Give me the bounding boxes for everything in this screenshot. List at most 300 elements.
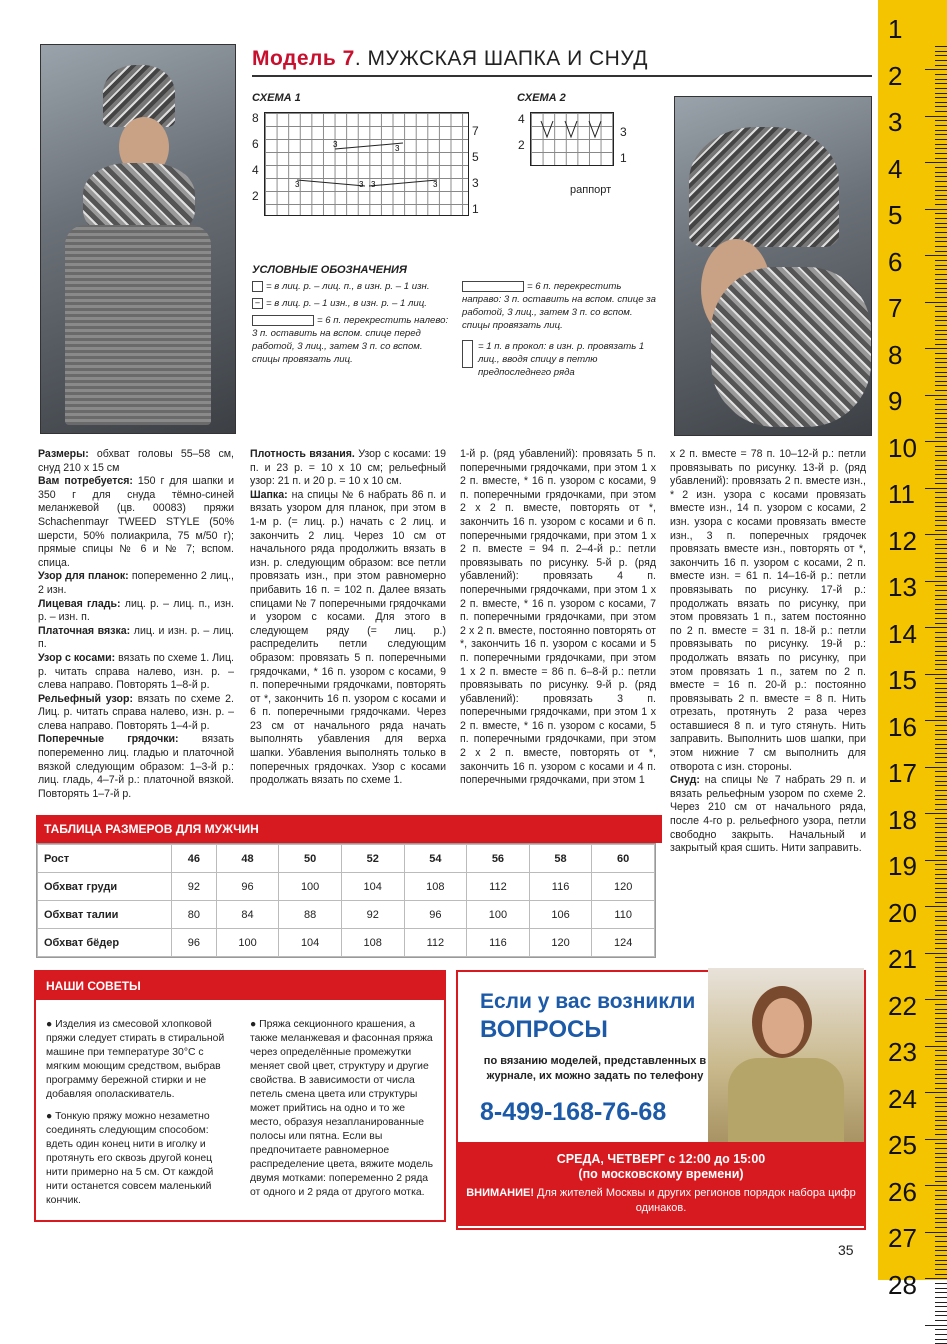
ruler-tick bbox=[935, 930, 947, 931]
contact-timezone: (по московскому времени) bbox=[578, 1167, 744, 1181]
ruler-number: 15 bbox=[888, 665, 917, 695]
ruler-number: 1 bbox=[888, 14, 903, 44]
ruler-tick bbox=[935, 1023, 947, 1024]
ruler-tick bbox=[935, 790, 947, 791]
ruler-tick bbox=[935, 1032, 947, 1033]
ruler-tick bbox=[935, 576, 947, 577]
ruler-tick bbox=[935, 204, 947, 205]
ruler-tick bbox=[935, 855, 947, 856]
ruler-tick bbox=[925, 162, 947, 163]
ruler-tick bbox=[935, 223, 947, 224]
ruler-tick bbox=[935, 97, 947, 98]
ruler-tick bbox=[925, 116, 947, 117]
ruler-tick bbox=[935, 609, 947, 610]
ruler-number: 2 bbox=[888, 60, 903, 91]
ruler-tick bbox=[935, 186, 947, 187]
ruler-number: 7 bbox=[888, 293, 903, 323]
ruler-tick bbox=[935, 776, 947, 777]
ruler-tick bbox=[935, 274, 947, 275]
table-row: Обхват груди 92 96 100 104 108 112 116 120 bbox=[38, 873, 655, 901]
ruler-tick bbox=[935, 562, 947, 563]
ruler-tick bbox=[935, 823, 947, 824]
ruler-tick bbox=[935, 1064, 947, 1065]
ruler-tick bbox=[935, 376, 947, 377]
legend-item: = в лиц. р. – 1 изн., в изн. р. – 1 лиц. bbox=[266, 298, 427, 309]
ruler-tick bbox=[935, 306, 947, 307]
ruler-tick bbox=[925, 674, 947, 675]
tips-title: НАШИ СОВЕТЫ bbox=[36, 972, 444, 1000]
ruler-tick bbox=[935, 1036, 947, 1037]
ruler-tick bbox=[935, 297, 947, 298]
ruler-tick bbox=[935, 427, 947, 428]
size-table-header: Рост 46 48 50 52 54 56 58 60 bbox=[38, 845, 655, 873]
ruler-tick bbox=[925, 999, 947, 1000]
ruler-tick bbox=[935, 1050, 947, 1051]
ruler-tick bbox=[925, 720, 947, 721]
ruler-tick bbox=[935, 1167, 947, 1168]
ruler-tick bbox=[935, 325, 947, 326]
ruler-tick bbox=[935, 158, 947, 159]
ruler-tick bbox=[935, 167, 947, 168]
ruler-tick bbox=[935, 753, 947, 754]
ruler-tick bbox=[935, 632, 947, 633]
ruler-tick bbox=[935, 1250, 947, 1251]
ruler-tick bbox=[935, 125, 947, 126]
tips-col-2: ● Пряжа секционного крашения, а также меланжевая и фасонная пряжа через определённые промежутки меняет свой цвет, структуру и другие свойства. В зависимости от числа петель смена цвета или структуры может прийтись на одно и то же место, образуя незапланированные полосы или пятна. Если вы предпочитаете равномерное распределение цвета, вяжите модель двумя мотками: попеременно 2 ряда от одного и 2 ряда от другого мотка. bbox=[250, 1019, 433, 1198]
ruler-number: 24 bbox=[888, 1083, 917, 1114]
ruler-tick bbox=[935, 1315, 947, 1316]
ruler-tick bbox=[935, 646, 947, 647]
ruler-tick bbox=[935, 446, 947, 447]
ruler-tick bbox=[935, 943, 947, 944]
ruler-tick bbox=[935, 1297, 947, 1298]
ruler-tick bbox=[935, 1088, 947, 1089]
ruler-tick bbox=[935, 334, 947, 335]
page-title bbox=[252, 47, 872, 77]
phone-number: 8-499-168-76-68 bbox=[480, 1098, 667, 1126]
scheme1-crosses bbox=[265, 113, 468, 215]
ruler-tick bbox=[935, 330, 947, 331]
ruler-tick bbox=[935, 483, 947, 484]
ruler-tick bbox=[935, 892, 947, 893]
contact-notice: ВНИМАНИЕ! Для жителей Москвы и других регионов порядок набора цифр одинаков. bbox=[466, 1187, 856, 1214]
ruler-tick bbox=[935, 279, 947, 280]
ruler-tick bbox=[935, 1218, 947, 1219]
ruler-tick bbox=[935, 1013, 947, 1014]
ruler-tick bbox=[935, 1339, 947, 1340]
ruler-tick bbox=[935, 613, 947, 614]
ruler-tick bbox=[925, 627, 947, 628]
svg-text:3: 3 bbox=[433, 180, 438, 189]
ruler-tick bbox=[935, 711, 947, 712]
ruler-tick bbox=[935, 423, 947, 424]
ruler-tick bbox=[935, 1055, 947, 1056]
ruler-tick bbox=[935, 1111, 947, 1112]
table-row: Обхват бёдер 96 100 104 108 112 116 120 124 bbox=[38, 929, 655, 957]
ruler-tick bbox=[935, 413, 947, 414]
ruler-tick bbox=[935, 237, 947, 238]
ruler-tick bbox=[935, 739, 947, 740]
ruler-tick bbox=[935, 920, 947, 921]
ruler-number: 5 bbox=[888, 200, 903, 230]
ruler-tick bbox=[925, 441, 947, 442]
ruler-tick bbox=[935, 530, 947, 531]
ruler-number: 11 bbox=[888, 479, 915, 509]
ruler-tick bbox=[935, 292, 947, 293]
ruler-tick bbox=[935, 730, 947, 731]
scheme1-left-rows: 8 6 4 2 bbox=[252, 111, 259, 203]
table-row: Обхват талии 80 84 88 92 96 100 106 110 bbox=[38, 901, 655, 929]
ruler-tick bbox=[935, 734, 947, 735]
ruler-tick bbox=[935, 432, 947, 433]
ruler-tick bbox=[935, 651, 947, 652]
ruler-tick bbox=[935, 1236, 947, 1237]
ruler-tick bbox=[935, 251, 947, 252]
ruler-tick bbox=[935, 925, 947, 926]
ruler-tick bbox=[935, 358, 947, 359]
ruler-tick bbox=[935, 874, 947, 875]
ruler-tick bbox=[935, 1306, 947, 1307]
ruler-tick bbox=[935, 553, 947, 554]
consultant-photo bbox=[708, 968, 864, 1148]
ruler-tick bbox=[935, 390, 947, 391]
text-column-4: х 2 п. вместе = 78 п. 10–12-й р.: петли провязывать по рисунку. 13-й р. (ряд убавлений): провязать 2 п. вместе изн., * 2 изн. узора с косами провязать вместе изн., 14 п. узором с косами, 2 изн. узора с косами провязать вместе изн., 3 п. поперечных грядочек провязать вместе изн., повторять от *, закончить 16 п. узором с косами, 2 п. вместе изн. = 61 п. 14–16-й р.: петли провязывать по рисунку. 17-й р.: продолжать вязать по рисунку, при этом провязать 1 п., затем постоянно по 2 п. вместе = 31 п. 18-й р.: петли провязывать по рисунку. 19-й р.: продолжать вязать по рисунку, при этом провязать 1 п., затем по 2 п. вместе = 16 п. 20-й р.: постоянно провязывать 2 п. вместе = 8 п. Нить отрезать, протянуть 2 раза через оставшиеся 8 п. и туго стянуть. Нить заправить. Выполнить шов шапки, при этом нижние 7 см выполнить для отворота с изн. стороны. Снуд: на спицы № 7 набрать 29 п. и вязать рельефным узором по схеме 2. Через 210 см от начального ряда, после 4-го р. рельефного узора, петли свободно закрыть. Начальный и закрытый края сшить. Нити заправить. bbox=[670, 448, 866, 855]
ruler-tick bbox=[935, 1097, 947, 1098]
ruler-tick bbox=[935, 590, 947, 591]
legend-item: = в лиц. р. – лиц. п., в изн. р. – 1 изн. bbox=[266, 281, 430, 292]
ruler-tick bbox=[935, 339, 947, 340]
ruler-tick bbox=[935, 399, 947, 400]
scheme2-chart bbox=[530, 112, 614, 166]
ruler-tick bbox=[935, 111, 947, 112]
ruler-tick bbox=[935, 957, 947, 958]
ruler-tick bbox=[935, 130, 947, 131]
ruler-tick bbox=[935, 818, 947, 819]
legend-item: = 6 п. перекрестить направо: 3 п. оставить на вспом. спице за работой, 3 лиц., затем 3 п. со вспом. спицы провязать лиц. bbox=[462, 281, 656, 331]
ruler-tick bbox=[935, 506, 947, 507]
ruler-tick bbox=[935, 832, 947, 833]
ruler-tick bbox=[925, 953, 947, 954]
ruler-number: 9 bbox=[888, 386, 903, 416]
contact-hours-bar bbox=[458, 1142, 864, 1226]
ruler-tick bbox=[935, 702, 947, 703]
ruler-tick bbox=[935, 1009, 947, 1010]
contact-days: СРЕДА, ЧЕТВЕРГ с 12:00 до 15:00 bbox=[556, 1152, 766, 1166]
ruler-tick bbox=[935, 539, 947, 540]
ruler-tick bbox=[935, 744, 947, 745]
ruler-tick bbox=[935, 1041, 947, 1042]
ruler-tick bbox=[935, 981, 947, 982]
ruler-tick bbox=[935, 1106, 947, 1107]
ruler-tick bbox=[925, 1325, 947, 1326]
ruler-number: 17 bbox=[888, 758, 917, 788]
ruler-number: 25 bbox=[888, 1130, 917, 1160]
ruler-tick bbox=[935, 850, 947, 851]
ruler-tick bbox=[925, 69, 947, 70]
ruler-tick bbox=[935, 548, 947, 549]
ruler-tick bbox=[935, 599, 947, 600]
ruler-tick bbox=[935, 144, 947, 145]
ruler-tick bbox=[935, 939, 947, 940]
ruler-tick bbox=[935, 1199, 947, 1200]
ruler-tick bbox=[935, 864, 947, 865]
ruler-tick bbox=[935, 381, 947, 382]
rapport-label: раппорт bbox=[570, 184, 612, 196]
legend-left: = в лиц. р. – лиц. п., в изн. р. – 1 изн. – = в лиц. р. – 1 изн., в изн. р. – 1 лиц. = 6 п. перекрестить налево: 3 п. оставить на вспом. спице перед работой, 3 лиц., затем 3 п. со вспом. спицы провязать лиц. bbox=[252, 281, 449, 365]
contact-box bbox=[456, 970, 866, 1230]
ruler-tick bbox=[935, 246, 947, 247]
ruler-tick bbox=[935, 362, 947, 363]
ruler-tick bbox=[925, 395, 947, 396]
ruler-tick bbox=[935, 181, 947, 182]
ruler-tick bbox=[935, 934, 947, 935]
ruler-tick bbox=[935, 265, 947, 266]
ruler-tick bbox=[935, 1302, 947, 1303]
ruler-tick bbox=[935, 1134, 947, 1135]
ruler-number: 10 bbox=[888, 432, 917, 463]
ruler-tick bbox=[925, 906, 947, 907]
ruler-tick bbox=[935, 55, 947, 56]
ruler-tick bbox=[935, 585, 947, 586]
ruler-tick bbox=[935, 571, 947, 572]
ruler-tick bbox=[935, 455, 947, 456]
ruler-tick bbox=[935, 1246, 947, 1247]
size-table-title: ТАБЛИЦА РАЗМЕРОВ ДЛЯ МУЖЧИН bbox=[36, 815, 662, 843]
ruler-number: 20 bbox=[888, 897, 917, 928]
model-label: Модель 7 bbox=[252, 47, 355, 70]
page-number: 35 bbox=[838, 1242, 854, 1258]
ruler-tick bbox=[935, 195, 947, 196]
ruler-tick bbox=[935, 79, 947, 80]
ruler-tick bbox=[935, 748, 947, 749]
ruler-tick bbox=[935, 795, 947, 796]
legend-item: = 6 п. перекрестить налево: 3 п. оставить на вспом. спице перед работой, 3 лиц., затем 3 п. со вспом. спицы провязать лиц. bbox=[252, 315, 449, 365]
ruler-tick bbox=[935, 106, 947, 107]
measuring-tape bbox=[878, 0, 947, 1300]
ruler-tick bbox=[935, 465, 947, 466]
ruler-tick bbox=[935, 962, 947, 963]
ruler-tick bbox=[925, 1185, 947, 1186]
size-table bbox=[36, 843, 656, 958]
ruler-tick bbox=[935, 985, 947, 986]
ruler-tick bbox=[935, 320, 947, 321]
scheme2-label: СХЕМА 2 bbox=[517, 92, 566, 104]
ruler-tick bbox=[935, 1292, 947, 1293]
ruler-tick bbox=[935, 878, 947, 879]
ruler-number: 21 bbox=[888, 944, 917, 974]
ruler-tick bbox=[935, 311, 947, 312]
ruler-tick bbox=[935, 1274, 947, 1275]
ruler-number: 3 bbox=[888, 107, 903, 137]
ruler-tick bbox=[935, 1171, 947, 1172]
ruler-tick bbox=[935, 218, 947, 219]
svg-text:3: 3 bbox=[395, 144, 400, 153]
ruler-number: 16 bbox=[888, 711, 917, 742]
ruler-number: 12 bbox=[888, 525, 917, 556]
ruler-tick bbox=[935, 785, 947, 786]
ruler-tick bbox=[935, 678, 947, 679]
ruler-number: 28 bbox=[888, 1269, 917, 1300]
ruler-tick bbox=[935, 1264, 947, 1265]
ruler-tick bbox=[935, 1004, 947, 1005]
ruler-tick bbox=[935, 804, 947, 805]
ruler-tick bbox=[935, 1157, 947, 1158]
ruler-tick bbox=[935, 283, 947, 284]
ruler-tick bbox=[935, 418, 947, 419]
ruler-tick bbox=[925, 534, 947, 535]
legend-title: УСЛОВНЫЕ ОБОЗНАЧЕНИЯ bbox=[252, 264, 407, 276]
ruler-tick bbox=[935, 269, 947, 270]
ruler-tick bbox=[935, 478, 947, 479]
ruler-tick bbox=[935, 1078, 947, 1079]
ruler-tick bbox=[935, 1204, 947, 1205]
ruler-tick bbox=[935, 102, 947, 103]
model-photo-vest bbox=[40, 44, 236, 434]
ruler-tick bbox=[935, 1027, 947, 1028]
model-photo-hat bbox=[674, 96, 872, 436]
ruler-tick bbox=[935, 148, 947, 149]
ruler-tick bbox=[935, 781, 947, 782]
ruler-tick bbox=[935, 1195, 947, 1196]
ruler-tick bbox=[935, 618, 947, 619]
ruler-number: 27 bbox=[888, 1223, 917, 1253]
ruler-tick bbox=[935, 725, 947, 726]
scheme1-chart bbox=[264, 112, 469, 216]
ruler-tick bbox=[935, 497, 947, 498]
ruler-tick bbox=[935, 683, 947, 684]
ruler-tick bbox=[935, 660, 947, 661]
ruler-tick bbox=[935, 799, 947, 800]
ruler-tick bbox=[935, 911, 947, 912]
ruler-tick bbox=[935, 567, 947, 568]
ruler-tick bbox=[935, 525, 947, 526]
ruler-tick bbox=[935, 1269, 947, 1270]
ruler-number: 22 bbox=[888, 990, 917, 1021]
ruler-tick bbox=[935, 153, 947, 154]
ruler-tick bbox=[935, 655, 947, 656]
ruler-tick bbox=[935, 762, 947, 763]
ruler-tick bbox=[925, 302, 947, 303]
ruler-number: 4 bbox=[888, 153, 903, 184]
ruler-tick bbox=[935, 1181, 947, 1182]
ruler-tick bbox=[935, 1190, 947, 1191]
ruler-tick bbox=[935, 1116, 947, 1117]
ruler-tick bbox=[935, 1120, 947, 1121]
ruler-tick bbox=[935, 716, 947, 717]
scheme2-left-rows: 4 2 bbox=[518, 112, 525, 152]
ruler-tick bbox=[925, 1232, 947, 1233]
model-title: . МУЖСКАЯ ШАПКА И СНУД bbox=[354, 47, 648, 70]
ruler-tick bbox=[925, 813, 947, 814]
ruler-number: 13 bbox=[888, 572, 917, 602]
ruler-tick bbox=[935, 134, 947, 135]
ruler-tick bbox=[935, 692, 947, 693]
ruler-tick bbox=[935, 83, 947, 84]
ruler-number: 8 bbox=[888, 339, 903, 370]
ruler-tick bbox=[935, 241, 947, 242]
ruler-tick bbox=[935, 902, 947, 903]
ruler-tick bbox=[935, 897, 947, 898]
legend-item: = 1 п. в прокол: в изн. р. провязать 1 лиц., вводя спицу в петлю предпоследнего ряда bbox=[478, 341, 645, 378]
ruler-tick bbox=[935, 451, 947, 452]
ruler-tick bbox=[935, 172, 947, 173]
ruler-tick bbox=[935, 199, 947, 200]
ruler-tick bbox=[935, 65, 947, 66]
ruler-tick bbox=[935, 1320, 947, 1321]
ruler-tick bbox=[935, 971, 947, 972]
ruler-tick bbox=[925, 209, 947, 210]
svg-text:3: 3 bbox=[359, 180, 364, 189]
ruler-tick bbox=[935, 213, 947, 214]
ruler-tick bbox=[935, 367, 947, 368]
ruler-tick bbox=[935, 409, 947, 410]
ruler-tick bbox=[935, 809, 947, 810]
ruler-number: 23 bbox=[888, 1037, 917, 1067]
text-column-3: 1-й р. (ряд убавлений): провязать 5 п. поперечными грядочками, при этом 1 х 2 п. вместе, * 16 п. узором с косами, 9 п. поперечными грядочками, при этом 2 х 2 п. вместе, повторять от *, закончить 16 п. узором с косами и 6 п. поперечными грядочками, при этом 1 х 2 п. вместе = 94 п. 2–4-й р.: петли провязывать по рисунку. 5-й р. (ряд убавлений): провязать 4 п. поперечными грядочками, при этом 1 х 2 п. вместе, * 16 п. узором с косами, 7 п. поперечными грядочками, при этом 2 х 2 п. вместе, постоянно повторять от *, закончить 16 п. узором с косами и 5 п. поперечными грядочками, при этом 1 х 2 п. вместе = 86 п. 6–8-й р.: петли провязывать по рисунку. 9-й р. (ряд убавлений): провязать 3 п. поперечными грядочками, при этом 1 х 2 п. вместе, * 16 п. узором с косами, 5 п. поперечными грядочками, при этом 2 х 2 п. вместе, повторять от *, закончить 16 п. узором с косами и 4 п. поперечными грядочками, при этом 1 bbox=[460, 448, 656, 787]
ruler-tick bbox=[935, 1083, 947, 1084]
ruler-tick bbox=[935, 469, 947, 470]
ruler-tick bbox=[935, 1334, 947, 1335]
ruler-tick bbox=[935, 511, 947, 512]
ruler-tick bbox=[935, 120, 947, 121]
text-column-2: Плотность вязания. Узор с косами: 19 п. и 23 р. = 10 х 10 см; рельефный узор: 21 п. и 20 р. = 10 х 10 см. Шапка: на спицы № 6 набрать 86 п. и вязать узором для планок, при этом в 1-м р. (= лиц. р.) начать с 2 лиц. и закончить 2 лиц. Через 10 см от начального ряда продолжить вязать в изн. р. следующим образом: все петли провязать изн., при этом равномерно прибавить 16 п. = 102 п. Далее вязать спицами № 7 поперечными грядочками и узором с косами. Для этого в следующем ряду (= лиц. р.) распределить петли следующим образом: провязать 5 п. поперечными грядочками, * 16 п. узором с косами, 9 п. поперечными грядочками, повторять от *, закончить 16 п. узором с косами и 6 п. поперечными грядочками. Через 23 см от начального ряда начать выполнять убавления для верха шапки. Убавления выполнять только в поперечных грядочках. Узор с косами продолжать вязать по схеме 1. bbox=[250, 448, 446, 787]
cross-num: 3 bbox=[333, 140, 338, 149]
ruler-tick bbox=[935, 990, 947, 991]
ruler-tick bbox=[935, 516, 947, 517]
ruler-tick bbox=[925, 348, 947, 349]
ruler-tick bbox=[935, 1143, 947, 1144]
ruler-tick bbox=[925, 767, 947, 768]
ruler-tick bbox=[935, 995, 947, 996]
tips-box bbox=[34, 970, 446, 1222]
ruler-tick bbox=[935, 51, 947, 52]
ruler-tick bbox=[935, 88, 947, 89]
ruler-tick bbox=[935, 757, 947, 758]
scheme2-right-rows: 3 1 bbox=[620, 125, 627, 165]
ruler-tick bbox=[935, 1288, 947, 1289]
ruler-tick bbox=[935, 520, 947, 521]
ruler-tick bbox=[935, 697, 947, 698]
ruler-tick bbox=[935, 1074, 947, 1075]
ruler-tick bbox=[925, 255, 947, 256]
ruler-tick bbox=[935, 837, 947, 838]
ruler-tick bbox=[925, 1092, 947, 1093]
legend-right bbox=[462, 280, 660, 379]
ruler-tick bbox=[935, 404, 947, 405]
ruler-tick bbox=[935, 1129, 947, 1130]
ruler-tick bbox=[935, 288, 947, 289]
ruler-tick bbox=[935, 604, 947, 605]
ruler-tick bbox=[935, 492, 947, 493]
ruler-tick bbox=[935, 948, 947, 949]
ruler-tick bbox=[935, 888, 947, 889]
scheme1-right-rows: 7 5 3 1 bbox=[472, 124, 479, 216]
ruler-tick bbox=[935, 1162, 947, 1163]
ruler-tick bbox=[935, 669, 947, 670]
ruler-tick bbox=[935, 372, 947, 373]
ruler-tick bbox=[935, 502, 947, 503]
ruler-tick bbox=[935, 1209, 947, 1210]
svg-text:3: 3 bbox=[371, 180, 376, 189]
ruler-tick bbox=[935, 976, 947, 977]
ruler-tick bbox=[935, 232, 947, 233]
ruler-number: 14 bbox=[888, 618, 917, 649]
tips-col-1: ● Изделия из смесовой хлопковой пряжи следует стирать в стиральной машине при температуре 30°C с мягким моющим средством, выбрав программу бережной стирки и не добавляя ополаскиватель. ● Тонкую пряжу можно незаметно соединять следующим способом: вдеть один конец нити в иголку и протянуть его сквозь другой конец нити примерно на 5 см. От каждой нити останется совсем маленький кончик. bbox=[46, 1019, 225, 1206]
ruler-tick bbox=[935, 623, 947, 624]
ruler-tick bbox=[935, 641, 947, 642]
ruler-tick bbox=[935, 706, 947, 707]
ruler-tick bbox=[935, 967, 947, 968]
